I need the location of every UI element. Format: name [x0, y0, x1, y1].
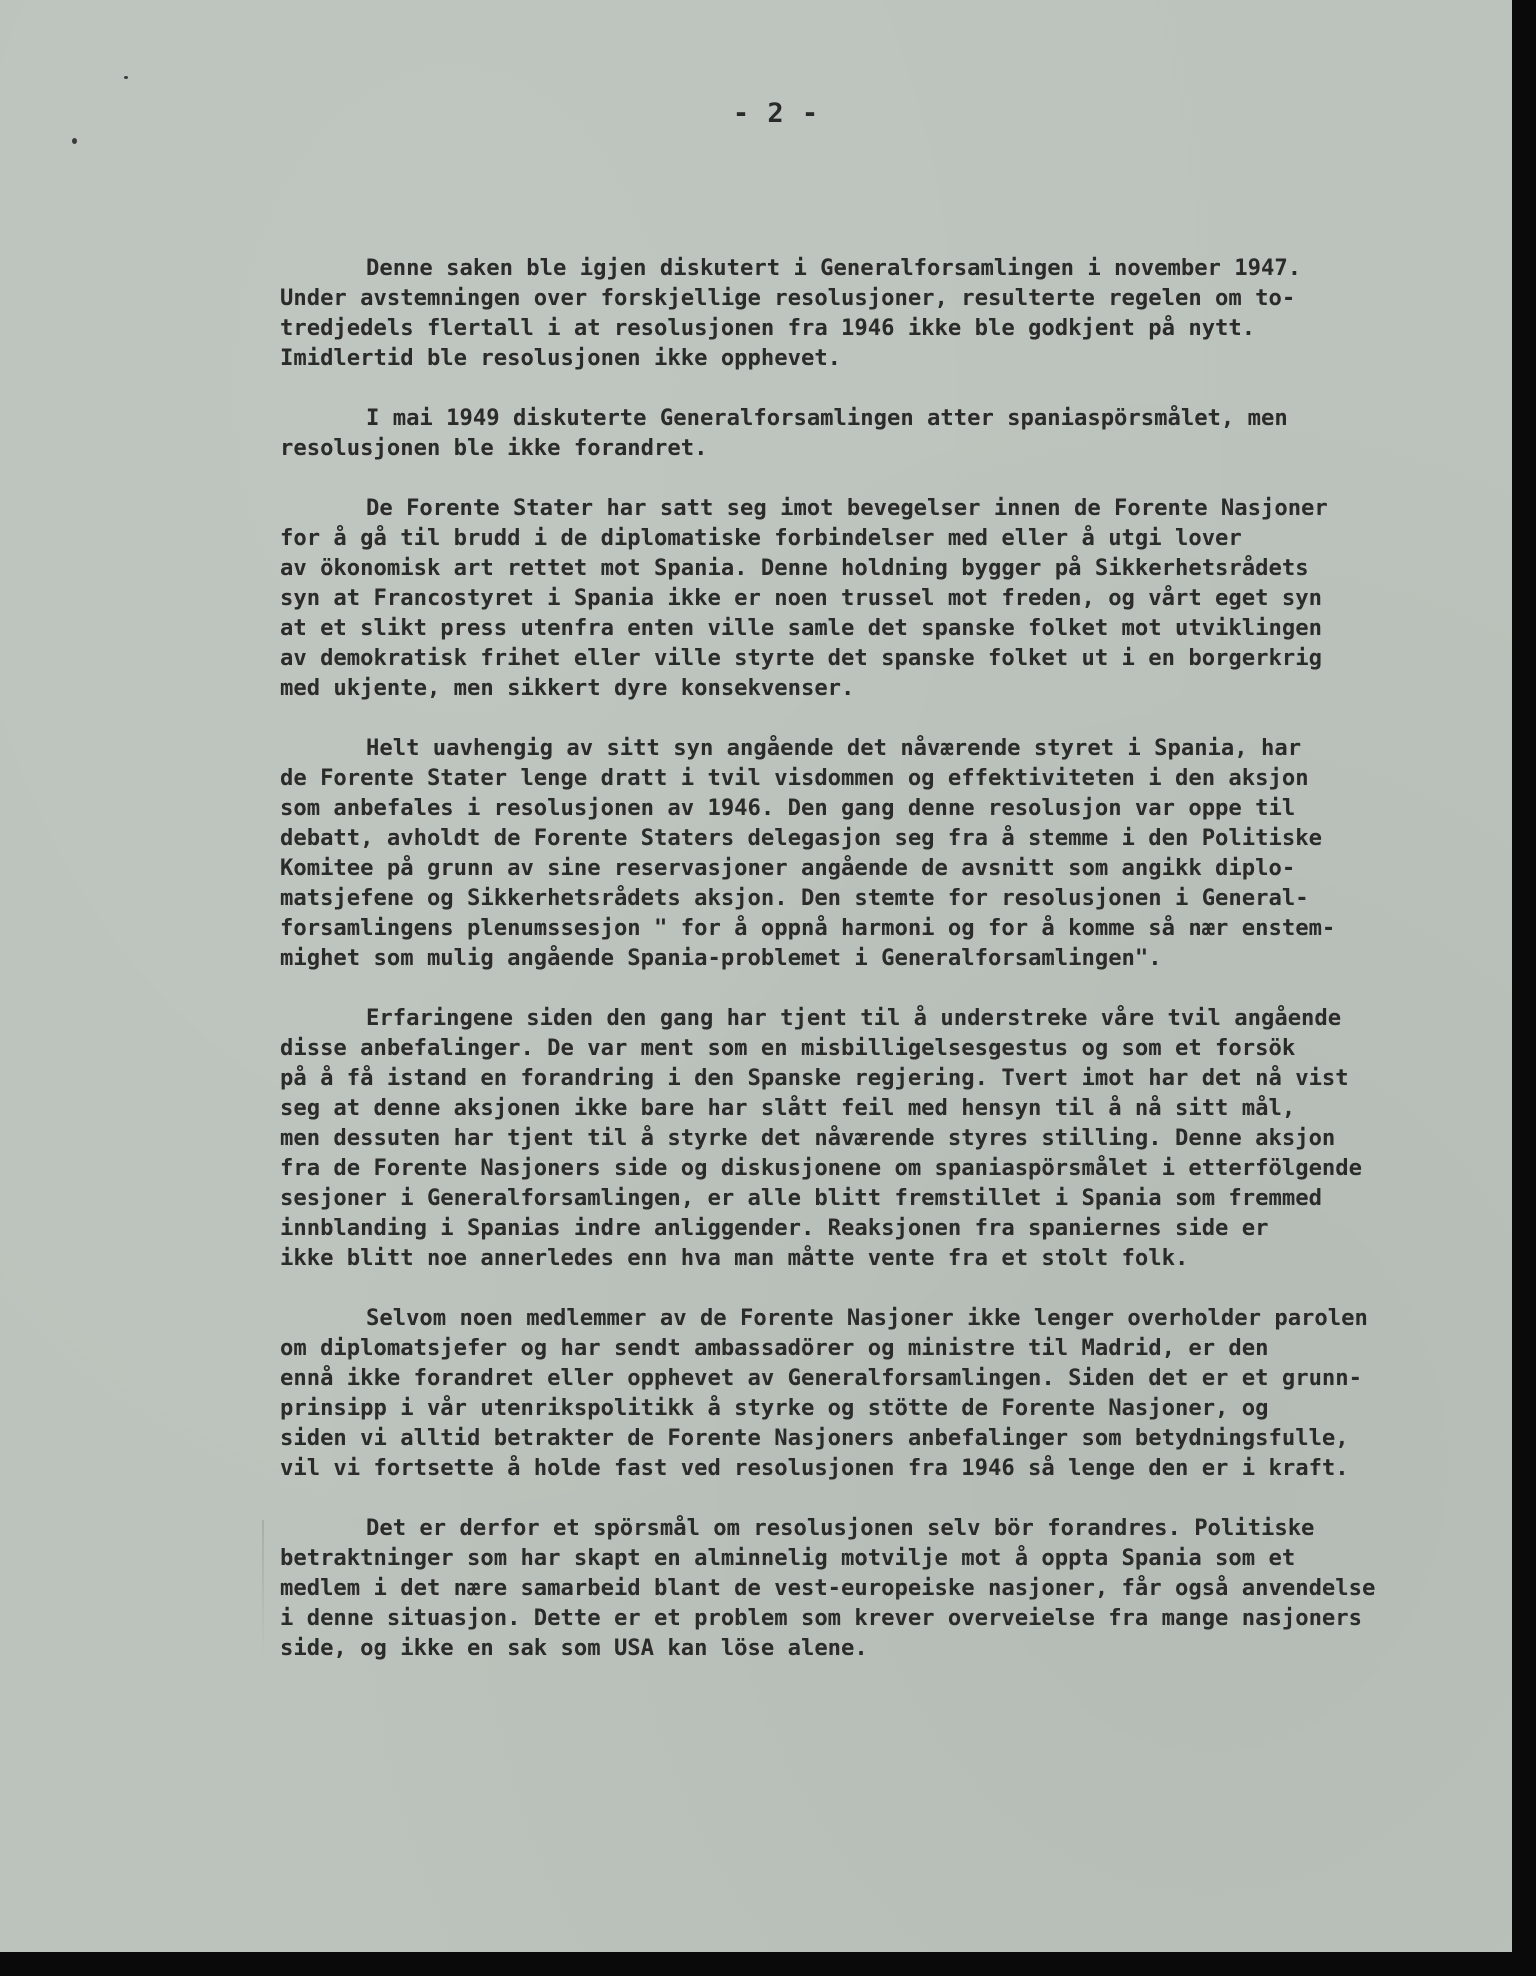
- speck-mark: [124, 76, 128, 79]
- text-line: prinsipp i vår utenrikspolitikk å styrke og stötte de Forente Nasjoner, og: [280, 1395, 1269, 1421]
- text-line: Under avstemningen over forskjellige resolusjoner, resulterte regelen om to-: [280, 285, 1296, 311]
- paragraph: [280, 1303, 1480, 1483]
- text-line: Komitee på grunn av sine reservasjoner angående de avsnitt som angikk diplo-: [280, 855, 1296, 881]
- text-line: side, og ikke en sak som USA kan löse alene.: [280, 1635, 868, 1661]
- text-line: de Forente Stater lenge dratt i tvil visdommen og effektiviteten i den aksjon: [280, 765, 1309, 791]
- text-line: resolusjonen ble ikke forandret.: [280, 435, 708, 461]
- text-line: syn at Francostyret i Spania ikke er noen trussel mot freden, og vårt eget syn: [280, 585, 1322, 611]
- text-line: seg at denne aksjonen ikke bare har slått feil med hensyn til å nå sitt mål,: [280, 1095, 1296, 1121]
- text-line: medlem i det nære samarbeid blant de vest-europeiske nasjoner, får også anvendelse: [280, 1575, 1376, 1601]
- paragraph: [280, 733, 1480, 973]
- text-line: I mai 1949 diskuterte Generalforsamlingen atter spaniaspörsmålet, men: [366, 405, 1288, 431]
- paragraph: [280, 403, 1480, 463]
- text-line: ennå ikke forandret eller opphevet av Generalforsamlingen. Siden det er et grunn-: [280, 1365, 1362, 1391]
- text-line: sesjoner i Generalforsamlingen, er alle blitt fremstillet i Spania som fremmed: [280, 1185, 1322, 1211]
- text-line: at et slikt press utenfra enten ville samle det spanske folket mot utviklingen: [280, 615, 1322, 641]
- fold-shadow: [262, 1520, 264, 1660]
- text-line: siden vi alltid betrakter de Forente Nasjoners anbefalinger som betydningsfulle,: [280, 1425, 1349, 1451]
- text-line: tredjedels flertall i at resolusjonen fra 1946 ikke ble godkjent på nytt.: [280, 315, 1256, 341]
- text-line: med ukjente, men sikkert dyre konsekvenser.: [280, 675, 855, 701]
- text-line: Imidlertid ble resolusjonen ikke opphevet.: [280, 345, 842, 371]
- text-line: på å få istand en forandring i den Spanske regjering. Tvert imot har det nå vist: [280, 1065, 1349, 1091]
- text-line: vil vi fortsette å holde fast ved resolusjonen fra 1946 så lenge den er i kraft.: [280, 1455, 1349, 1481]
- paragraph: [280, 1003, 1480, 1273]
- text-line: De Forente Stater har satt seg imot bevegelser innen de Forente Nasjoner: [366, 495, 1328, 521]
- document-body: [280, 253, 1480, 1693]
- text-line: men dessuten har tjent til å styrke det nåværende styres stilling. Denne aksjon: [280, 1125, 1336, 1151]
- text-line: debatt, avholdt de Forente Staters delegasjon seg fra å stemme i den Politiske: [280, 825, 1322, 851]
- text-line: innblanding i Spanias indre anliggender. Reaksjonen fra spaniernes side er: [280, 1215, 1269, 1241]
- text-line: Erfaringene siden den gang har tjent til å understreke våre tvil angående: [366, 1005, 1342, 1031]
- text-line: i denne situasjon. Dette er et problem som krever overveielse fra mange nasjoners: [280, 1605, 1362, 1631]
- text-line: Helt uavhengig av sitt syn angående det nåværende styret i Spania, har: [366, 735, 1302, 761]
- text-line: om diplomatsjefer og har sendt ambassadörer og ministre til Madrid, er den: [280, 1335, 1269, 1361]
- text-line: Selvom noen medlemmer av de Forente Nasjoner ikke lenger overholder parolen: [366, 1305, 1368, 1331]
- paragraph: [280, 493, 1480, 703]
- text-line: som anbefales i resolusjonen av 1946. Den gang denne resolusjon var oppe til: [280, 795, 1296, 821]
- paragraph: [280, 1513, 1480, 1663]
- text-line: betraktninger som har skapt en alminnelig motvilje mot å oppta Spania som et: [280, 1545, 1296, 1571]
- text-line: matsjefene og Sikkerhetsrådets aksjon. Den stemte for resolusjonen i General-: [280, 885, 1309, 911]
- text-line: forsamlingens plenumssesjon " for å oppnå harmoni og for å komme så nær enstem-: [280, 915, 1336, 941]
- text-line: for å gå til brudd i de diplomatiske forbindelser med eller å utgi lover: [280, 525, 1242, 551]
- text-line: av ökonomisk art rettet mot Spania. Denne holdning bygger på Sikkerhetsrådets: [280, 555, 1309, 581]
- text-line: fra de Forente Nasjoners side og diskusjonene om spaniaspörsmålet i etterfölgende: [280, 1155, 1362, 1181]
- speck-mark: [72, 138, 77, 144]
- text-line: Det er derfor et spörsmål om resolusjonen selv bör forandres. Politiske: [366, 1515, 1315, 1541]
- text-line: mighet som mulig angående Spania-problemet i Generalforsamlingen".: [280, 945, 1162, 971]
- text-line: av demokratisk frihet eller ville styrte det spanske folket ut i en borgerkrig: [280, 645, 1322, 671]
- text-line: Denne saken ble igjen diskutert i Generalforsamlingen i november 1947.: [366, 255, 1302, 281]
- paragraph: [280, 253, 1480, 373]
- text-line: disse anbefalinger. De var ment som en misbilligelsesgestus og som et forsök: [280, 1035, 1296, 1061]
- page-number: - 2 -: [732, 98, 820, 129]
- text-line: ikke blitt noe annerledes enn hva man måtte vente fra et stolt folk.: [280, 1245, 1189, 1271]
